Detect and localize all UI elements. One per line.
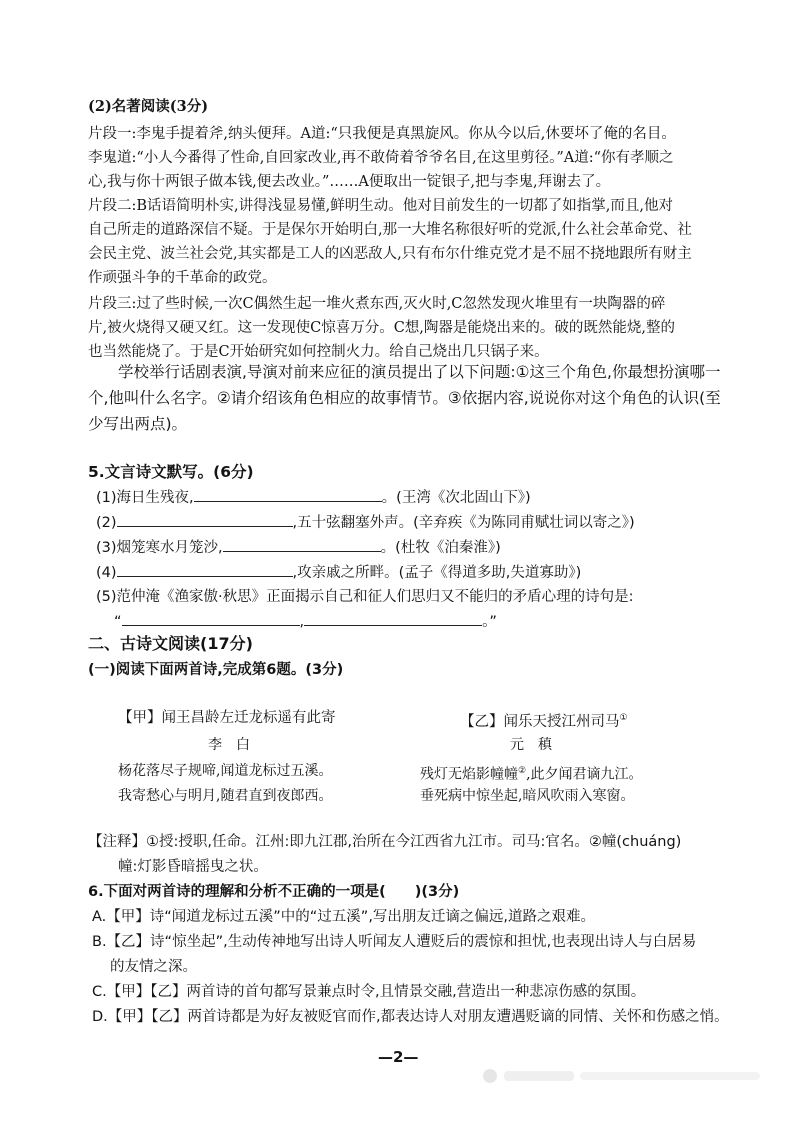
reading-line: 李鬼道:“小人今番得了性命,自回家改业,再不敢倚着爷爷名目,在这里剪径。”A道:“你有孝顺之 (88, 150, 674, 166)
poem-b-line (420, 761, 643, 785)
part2-subtitle: (一)阅读下面两首诗,完成第6题。(3分) (88, 662, 344, 678)
q5-item-3 (96, 537, 501, 558)
open-quote: “ (114, 614, 122, 630)
q6-option-b-cont: 的友情之深。 (110, 959, 197, 975)
reading-section-title: (2)名著阅读(3分) (88, 98, 209, 115)
comma: , (299, 614, 305, 630)
note-line: 幢:灯影昏暗摇曳之状。 (118, 859, 268, 875)
poem-b-author: 元 稹 (510, 737, 552, 753)
poem-b-line-part: 残灯无焰影幢幢 (420, 766, 518, 783)
q5-item-3-suffix: 。(杜牧《泊秦淮》) (380, 540, 501, 556)
poem-a-line: 我寄愁心与明月,随君直到夜郎西。 (118, 788, 333, 804)
answer-blank[interactable] (122, 611, 300, 626)
reading-line: 心,我与你十两银子做本钱,便去改业。”……A便取出一锭银子,把与李鬼,拜谢去了。 (88, 174, 611, 190)
watermark-mark (580, 1072, 760, 1080)
watermark-mark (504, 1071, 574, 1081)
watermark-stamp (480, 1062, 770, 1092)
q6-option-d[interactable]: D.【甲】【乙】两首诗都是为好友被贬官而作,都表达诗人对朋友遭遇贬谪的同情、关怀和伤感之悄。 (92, 1009, 729, 1025)
reading-line: 片段三:过了些时候,一次C偶然生起一堆火煮东西,灭火时,C忽然发现火堆里有一块陶器的碎 (88, 296, 666, 312)
reading-line: 会民主党、波兰社会党,其实都是工人的凶恶敌人,只有布尔什维克党才是不屈不挠地跟所有财主 (88, 246, 692, 262)
q6-option-c[interactable]: C.【甲】【乙】两首诗的首句都写景兼点时令,且情景交融,营造出一种悲凉伤感的氛围。 (92, 984, 646, 1000)
footnote-marker: ① (619, 713, 628, 723)
answer-blank[interactable] (194, 487, 382, 502)
q6-option-b[interactable]: B.【乙】诗“惊坐起”,生动传神地写出诗人听闻友人遭贬后的震惊和担忧,也表现出诗人与白居易 (92, 934, 697, 950)
answer-blank[interactable] (117, 562, 293, 577)
q5-item-1-prefix: (1)海日生残夜, (96, 490, 194, 506)
reading-line: 自己所走的道路深信不疑。于是保尔开始明白,那一大堆名称很好听的党派,什么社会革命党、社 (88, 222, 692, 238)
poem-a-author: 李 白 (208, 737, 250, 753)
reading-question-line: 少写出两点)。 (88, 415, 188, 433)
q5-item-1-suffix: 。(王湾《次北固山下》) (381, 490, 531, 506)
q5-item-3-prefix: (3)烟笼寒水月笼沙, (96, 540, 223, 556)
q5-title: 5.文言诗文默写。(6分) (88, 463, 254, 481)
poem-a-line: 杨花落尽子规啼,闻道龙标过五溪。 (118, 763, 333, 779)
q5-item-4-prefix: (4) (96, 565, 117, 581)
page-number: —2— (378, 1048, 419, 1066)
q5-item-5: (5)范仲淹《渔家傲·秋思》正面揭示自己和征人们思归又不能归的矛盾心理的诗句是: (96, 589, 634, 605)
reading-line: 作顽强斗争的千革命的政党。 (88, 270, 277, 286)
poem-b-title-text: 【乙】闻乐天授江州司马 (460, 713, 620, 730)
poem-b-line: 垂死病中惊坐起,暗风吹雨入寒窗。 (420, 788, 635, 804)
poem-b-title (460, 708, 628, 732)
part2-title: 二、古诗文阅读(17分) (88, 634, 253, 653)
reading-line: 片段二:B话语简明朴实,讲得浅显易懂,鲜明生动。他对目前发生的一切都了如指掌,而且,他对 (88, 198, 673, 214)
answer-blank[interactable] (304, 611, 482, 626)
answer-blank[interactable] (223, 537, 381, 552)
reading-line: 片段一:李鬼手提着斧,纳头便拜。A道:“只我便是真黑旋风。你从今以后,休要坏了俺的名目。 (88, 126, 676, 142)
close-quote: 。” (482, 614, 497, 630)
reading-question-line: 学校举行话剧表演,导演对前来应征的演员提出了以下问题:①这三个角色,你最想扮演哪一 (118, 363, 721, 381)
q5-item-2-prefix: (2) (96, 515, 117, 531)
q5-item-2-suffix: ,五十弦翻塞外声。(辛弃疾《为陈同甫赋壮词以寄之》) (292, 515, 635, 531)
answer-blank[interactable] (117, 512, 293, 527)
reading-question-line: 个,他叫什么名字。②请介绍该角色相应的故事情节。③依据内容,说说你对这个角色的认识(至 (88, 389, 721, 407)
q5-item-4-suffix: ,攻亲戚之所畔。(孟子《得道多助,失道寡助》) (292, 565, 582, 581)
q6-option-a[interactable]: A.【甲】诗“闻道龙标过五溪”中的“过五溪”,写出朋友迁谪之偏远,道路之艰难。 (92, 909, 596, 925)
poem-b-line-part: ,此夕闻君谪九江。 (526, 766, 643, 783)
q5-item-2 (96, 512, 635, 533)
reading-line: 片,被火烧得又硬又红。这一发现使C惊喜万分。C想,陶器是能烧出来的。破的既然能烧,整的 (88, 320, 676, 336)
q5-item-5-answer (114, 611, 497, 632)
note-line: 【注释】①授:授职,任命。江州:即九江郡,治所在今江西省九江市。司马:官名。②幢(chuáng) (88, 834, 682, 850)
q5-item-4 (96, 562, 581, 583)
q5-item-1 (96, 487, 531, 508)
reading-line: 也当然能烧了。于是C开始研究如何控制火力。给自己烧出几只锅子来。 (88, 344, 549, 360)
footnote-marker: ② (518, 766, 527, 776)
poem-a-title: 【甲】闻王昌龄左迁龙标遥有此寄 (118, 710, 336, 726)
watermark-logo-icon (483, 1069, 497, 1083)
q6-stem: 6.下面对两首诗的理解和分析不正确的一项是( )(3分) (88, 884, 460, 900)
